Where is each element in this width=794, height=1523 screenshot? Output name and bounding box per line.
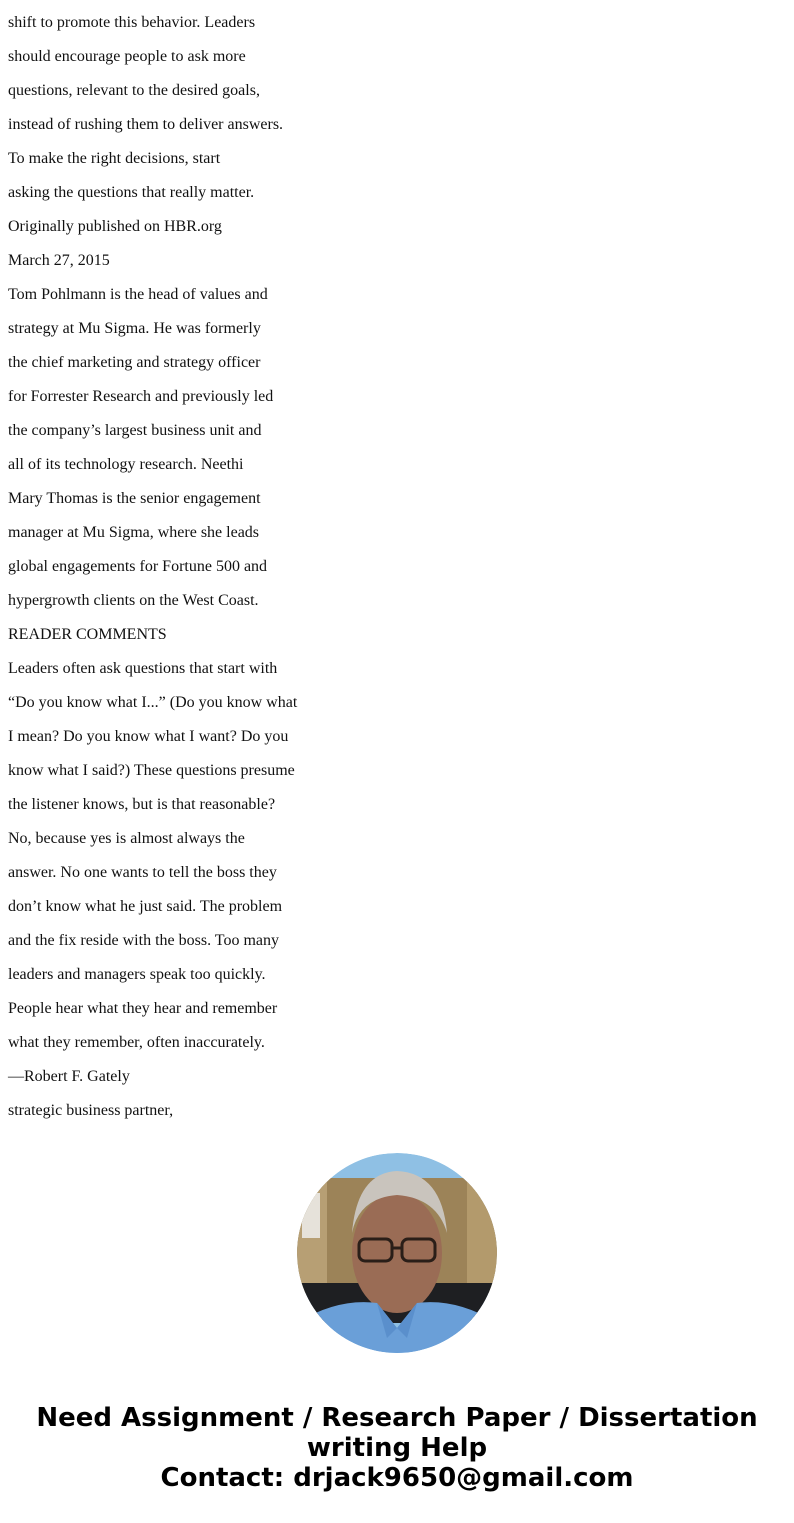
text-line: questions, relevant to the desired goals, (8, 82, 260, 99)
author-bio-line: hypergrowth clients on the West Coast. (8, 592, 259, 609)
text-line: asking the questions that really matter. (8, 184, 255, 201)
comment-line: and the fix reside with the boss. Too many (8, 932, 279, 949)
promo-line-1: Need Assignment / Research Paper / Dissertation (36, 1403, 758, 1433)
text-line: instead of rushing them to deliver answers. (8, 116, 284, 133)
author-bio-line: the company’s largest business unit and (8, 422, 262, 439)
source-line: Originally published on HBR.org (8, 218, 222, 235)
comment-line: answer. No one wants to tell the boss they (8, 864, 277, 881)
author-bio-line: the chief marketing and strategy officer (8, 354, 261, 371)
promo-line-2: writing Help (306, 1433, 488, 1463)
author-bio-line: strategy at Mu Sigma. He was formerly (8, 320, 261, 337)
comment-line: know what I said?) These questions presume (8, 762, 295, 779)
comment-author-title: strategic business partner, (8, 1102, 174, 1119)
comment-line: what they remember, often inaccurately. (8, 1034, 265, 1051)
person-photo-icon (297, 1153, 497, 1353)
text-line: shift to promote this behavior. Leaders (8, 14, 256, 31)
comment-line: Leaders often ask questions that start with (8, 660, 278, 677)
author-bio-line: Mary Thomas is the senior engagement (8, 490, 261, 507)
author-bio-line: all of its technology research. Neethi (8, 456, 244, 473)
comment-line: People hear what they hear and remember (8, 1000, 278, 1017)
comment-line: No, because yes is almost always the (8, 830, 245, 847)
comment-line: “Do you know what I...” (Do you know what (8, 694, 298, 711)
date-line: March 27, 2015 (8, 252, 110, 269)
comment-author: —Robert F. Gately (8, 1068, 130, 1085)
article-body (8, 6, 768, 1128)
text-line: To make the right decisions, start (8, 150, 221, 167)
section-heading-reader-comments: READER COMMENTS (8, 626, 167, 643)
author-bio-line: Tom Pohlmann is the head of values and (8, 286, 268, 303)
avatar (297, 1153, 497, 1353)
comment-line: the listener knows, but is that reasonable? (8, 796, 276, 813)
author-bio-line: global engagements for Fortune 500 and (8, 558, 268, 575)
text-line: should encourage people to ask more (8, 48, 246, 65)
comment-line: leaders and managers speak too quickly. (8, 966, 266, 983)
comment-line: don’t know what he just said. The problem (8, 898, 283, 915)
author-bio-line: for Forrester Research and previously led (8, 388, 274, 405)
author-bio-line: manager at Mu Sigma, where she leads (8, 524, 260, 541)
promo-banner (0, 1403, 794, 1493)
promo-contact: Contact: drjack9650@gmail.com (160, 1463, 634, 1493)
comment-line: I mean? Do you know what I want? Do you (8, 728, 289, 745)
